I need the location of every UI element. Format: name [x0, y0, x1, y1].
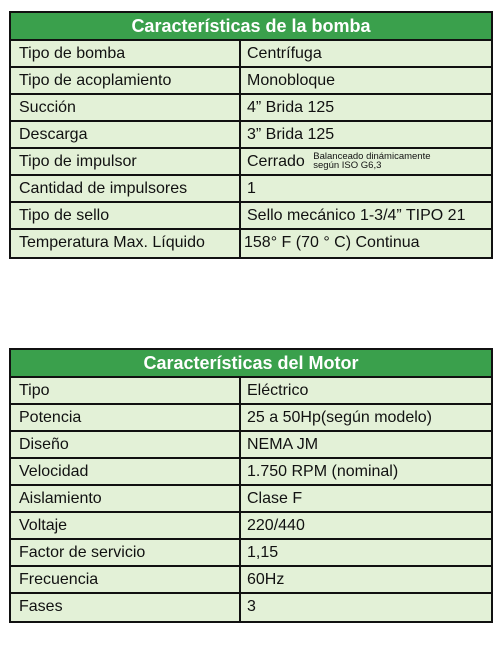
row-value: 60Hz: [247, 571, 285, 588]
row-value: Eléctrico: [247, 382, 309, 399]
row-label: Velocidad: [11, 459, 241, 484]
motor-specs-table: [9, 348, 493, 623]
motor-specs-title: Características del Motor: [11, 350, 491, 378]
row-value: Sello mecánico 1-3/4” TIPO 21: [247, 207, 466, 224]
row-label: Tipo de sello: [11, 203, 241, 228]
row-label: Descarga: [11, 122, 241, 147]
note-line: Balanceado dinámicamente: [313, 150, 431, 162]
impeller-type-value: Cerrado: [247, 153, 305, 170]
table-row: [11, 149, 491, 176]
row-label: Temperatura Max. Líquido: [11, 230, 241, 257]
row-value: 3: [247, 598, 256, 615]
table-row: [11, 41, 491, 68]
row-label: Potencia: [11, 405, 241, 430]
table-row: [11, 378, 491, 405]
note-line: según ISO G6,3: [313, 159, 382, 171]
table-row: [11, 432, 491, 459]
row-label: Diseño: [11, 432, 241, 457]
impeller-balance-note: [313, 152, 430, 170]
row-value: Clase F: [247, 490, 303, 507]
row-value-with-note: [241, 149, 491, 174]
table-row: [11, 513, 491, 540]
row-value: 1,15: [247, 544, 279, 561]
row-label: Voltaje: [11, 513, 241, 538]
row-value: Centrífuga: [247, 45, 322, 62]
row-value: 158° F (70 ° C) Continua: [244, 234, 420, 251]
table-row: [11, 68, 491, 95]
row-label: Tipo de impulsor: [11, 149, 241, 174]
row-value: 220/440: [247, 517, 305, 534]
table-row: [11, 486, 491, 513]
row-value: 25 a 50Hp(según modelo): [247, 409, 433, 426]
table-row: [11, 405, 491, 432]
row-value: NEMA JM: [247, 436, 319, 453]
table-row: [11, 540, 491, 567]
table-row: [11, 230, 491, 257]
pump-specs-title: Características de la bomba: [11, 13, 491, 41]
table-row: [11, 122, 491, 149]
row-value: 4” Brida 125: [247, 99, 335, 116]
row-label: Tipo de bomba: [11, 41, 241, 66]
table-row: [11, 95, 491, 122]
row-label: Cantidad de impulsores: [11, 176, 241, 201]
row-value: 1.750 RPM (nominal): [247, 463, 399, 480]
row-value: 1: [247, 180, 256, 197]
row-label: Tipo: [11, 378, 241, 403]
table-row: [11, 203, 491, 230]
pump-specs-table: [9, 11, 493, 259]
row-label: Frecuencia: [11, 567, 241, 592]
table-row: [11, 459, 491, 486]
row-value: Monobloque: [247, 72, 336, 89]
table-row: [11, 176, 491, 203]
table-row: [11, 594, 491, 621]
row-label: Factor de servicio: [11, 540, 241, 565]
row-label: Tipo de acoplamiento: [11, 68, 241, 93]
row-label: Fases: [11, 594, 241, 621]
row-label: Succión: [11, 95, 241, 120]
row-value: 3” Brida 125: [247, 126, 335, 143]
table-row: [11, 567, 491, 594]
row-label: Aislamiento: [11, 486, 241, 511]
